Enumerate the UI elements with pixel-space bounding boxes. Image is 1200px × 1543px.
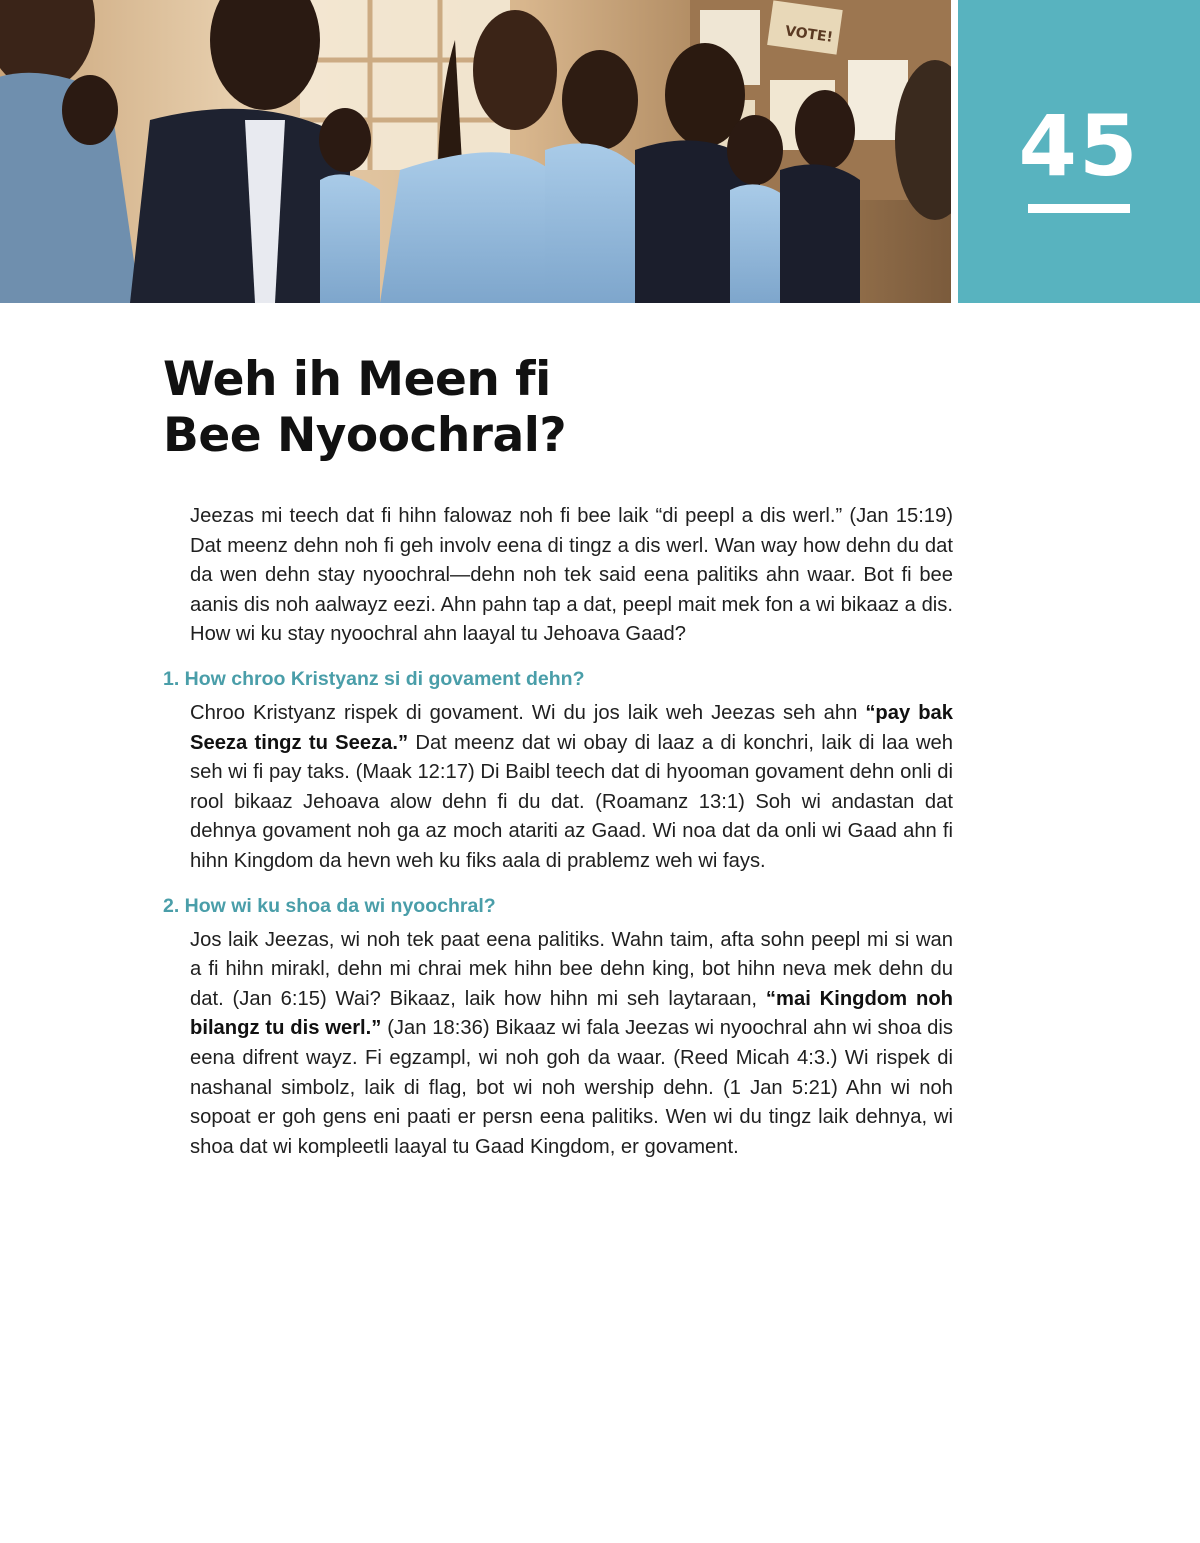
lesson-content <box>163 502 953 1162</box>
vote-poster-text: VOTE! <box>784 23 834 46</box>
classroom-illustration <box>0 0 951 303</box>
answer-1-bold-quote: “pay bak Seeza tingz tu Seeza.” <box>190 701 953 754</box>
lesson-number-panel <box>958 0 1200 303</box>
page-title-line-2: Bee Nyoochral? <box>163 408 567 463</box>
page-title-line-1: Weh ih Meen fi <box>163 352 551 407</box>
answer-1-text-start: Chroo Kristyanz rispek di govament. Wi du jos laik weh Jeezas seh ahn <box>190 701 866 724</box>
answer-2-text-start: Jos laik Jeezas, wi noh tek paat eena palitiks. Wahn taim, afta sohn peepl mi si wan a fi hihn mirakl, dehn mi chrai mek hihn bee dehn king, bot hihn neva mek dehn du dat. (Jan 6:15) Wai? Bikaaz, laik how hihn mi seh laytaraan, <box>190 928 953 1010</box>
answer-2-text-end: (Jan 18:36) Bikaaz wi fala Jeezas wi nyoochral ahn wi shoa dis eena difrent wayz. Fi egzampl, wi noh goh da waar. (Reed Micah 4:3.) Wi rispek di nashanal simbolz, laik di flag, bot wi noh wership dehn. (1 Jan 5:21) Ahn wi noh sopoat er goh gens eni paati er persn eena palitiks. Wen wi du tingz laik dehnya, wi shoa dat wi kompleetli laayal tu Gaad Kingdom, er govament. <box>190 1017 953 1158</box>
question-1: 1. How chroo Kristyanz si di govament dehn? <box>163 667 585 690</box>
answer-2-bold-quote: “mai Kingdom noh bilangz tu dis werl.” <box>190 987 953 1040</box>
header-photo <box>0 0 951 303</box>
answer-2-paragraph <box>190 926 953 1163</box>
intro-paragraph: Jeezas mi teech dat fi hihn falowaz noh fi bee laik “di peepl a dis werl.” (Jan 15:19) Dat meenz dehn noh fi geh involv eena di tingz a dis werl. Wan way how dehn du dat da wen dehn stay nyoochral—dehn noh tek said eena palitiks ahn waar. Bot fi bee aanis dis noh aalwayz eezi. Ahn pahn tap a dat, peepl mait mek fon a wi bikaaz a dis. How wi ku stay nyoochral ahn laayal tu Jehoava Gaad? <box>190 505 953 646</box>
lesson-number: 45 <box>1018 97 1140 195</box>
page-title <box>163 352 923 464</box>
answer-1-paragraph <box>190 699 953 877</box>
lesson-number-underline <box>1028 204 1130 213</box>
answer-1-text-end: Dat meenz dat wi obay di laaz a di konchri, laik di laa weh seh wi fi pay taks. (Maak 12:17) Di Baibl teech dat di hyooman govament dehn onli di rool bikaaz Jehoava alow dehn fi du dat. (Roamanz 13:1) Soh wi andastan dat dehnya govament noh ga az moch atariti az Gaad. Wi noa dat da onli wi Gaad ahn fi hihn Kingdom da hevn weh ku fiks aala di prablemz weh wi fays. <box>190 731 953 872</box>
question-2: 2. How wi ku shoa da wi nyoochral? <box>163 894 496 917</box>
